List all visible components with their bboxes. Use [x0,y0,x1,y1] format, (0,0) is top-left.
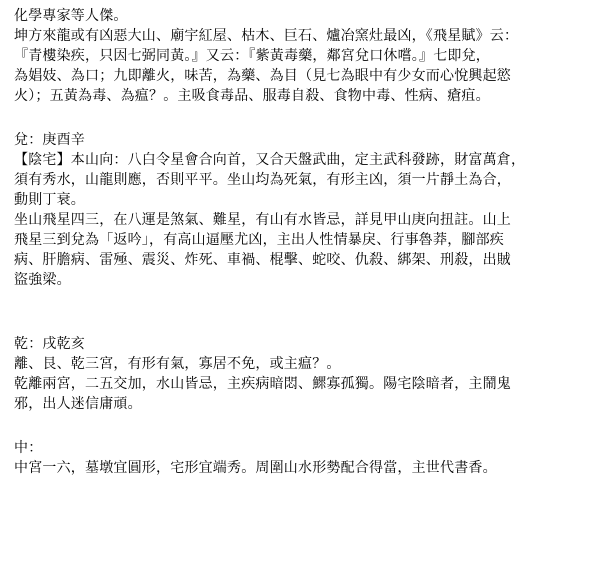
section-qian [14,334,590,414]
section-heading: 中： [14,440,43,456]
section-heading: 乾：戌乾亥 [14,336,85,352]
section-spacer [14,414,590,438]
text-line: 『青樓染疾，只因七弼同黃。』又云：『紫黃毒藥，鄰宮兌口休嚐。』七即兌， [14,48,490,64]
text-line: 為娼妓、為口；九即離火，味苦，為藥、為目（見七為眼中有少女而心悅興起慾 [14,68,511,84]
text-line: 坤方來龍或有凶惡大山、廟宇紅屋、枯木、巨石、爐冶窯灶最凶，《飛星賦》云： [14,28,519,44]
text-line: 乾離兩宮，二五交加，水山皆忌，主疾病暗悶、鰥寡孤獨。陽宅陰暗者，主鬧鬼 [14,376,511,392]
text-line: 火）；五黃為毒、為瘟？。主吸食毒品、服毒自殺、食物中毒、性病、瘡疽。 [14,88,490,104]
text-line: 化學專家等人傑。 [14,8,128,24]
section-spacer [14,106,590,130]
document-page [14,6,590,478]
section-heading: 兌：庚酉辛 [14,132,85,148]
section-zhong [14,438,590,478]
text-line: 坐山飛星四三，在八運是煞氣、難星，有山有水皆忌，詳見甲山庚向扭註。山上 [14,212,511,228]
text-line: 動則丁衰。 [14,192,85,208]
text-line: 邪，出人迷信庸頑。 [14,396,142,412]
text-line: 【陰宅】本山向：八白令星會合向首，又合天盤武曲，定主武科發跡，財富萬倉， [14,152,526,168]
text-line: 盜強梁。 [14,272,71,288]
text-line: 中宮一六，墓墩宜圓形，宅形宜端秀。周圍山水形勢配合得當，主世代書香。 [14,460,497,476]
section-spacer [14,290,590,334]
text-line: 須有秀水，山龍則應，否則平平。坐山均為死氣，有形主凶，須一片靜土為合， [14,172,511,188]
text-line: 病、肝膽病、雷殛、震災、炸死、車禍、棍擊、蛇咬、仇殺、綁架、刑殺，出賊 [14,252,511,268]
section-intro [14,6,590,106]
section-dui [14,130,590,290]
text-line: 飛星三到兌為「返吟」，有高山逼壓尤凶，主出人性情暴戾、行事魯莽，腳部疾 [14,232,504,248]
text-line: 離、艮、乾三宮，有形有氣，寡居不免，或主瘟？。 [14,356,341,372]
